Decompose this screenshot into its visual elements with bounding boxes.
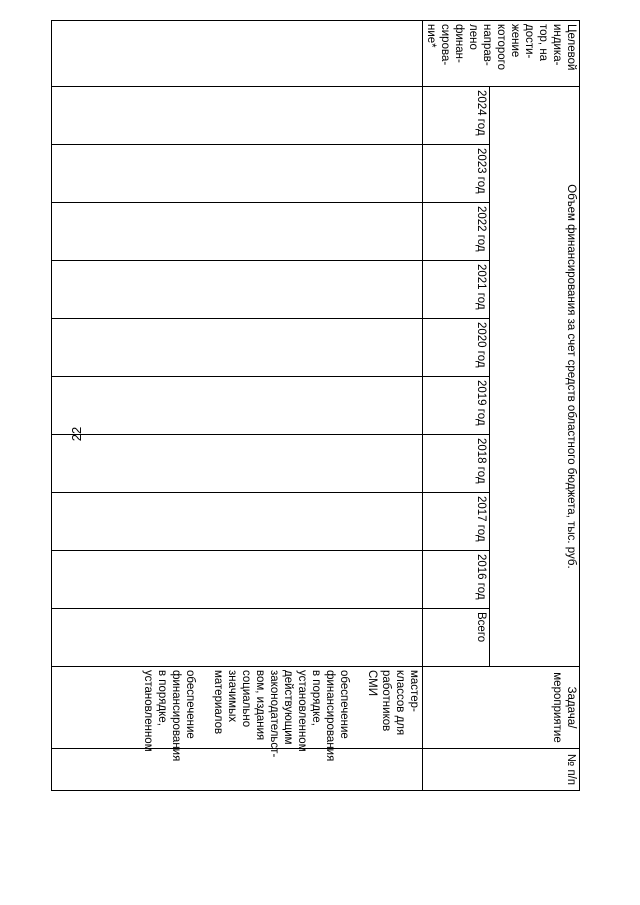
header-year-2019: 2019 год [423, 377, 490, 435]
measure-master-classes: мастер-классов для работников СМИ [366, 670, 420, 736]
rotated-table-wrapper [104, 20, 580, 790]
cell-2024-empty [52, 87, 423, 145]
header-year-2023: 2023 год [423, 145, 490, 203]
header-task-measure: Задача/ мероприятие [423, 667, 580, 749]
cell-2020-empty [52, 319, 423, 377]
header-target-indicator: Целевой индика-тор, на дости-жение которого направ-лено финан-сирова-ние* [423, 21, 580, 87]
financing-table [51, 20, 580, 791]
cell-2023-empty [52, 145, 423, 203]
cell-total-empty [52, 609, 423, 667]
header-year-2018: 2018 год [423, 435, 490, 493]
cell-number-empty [52, 749, 423, 791]
header-total: Всего [423, 609, 490, 667]
cell-2017-empty [52, 493, 423, 551]
cell-measures [52, 667, 423, 762]
header-year-2021: 2021 год [423, 261, 490, 319]
header-year-2020: 2020 год [423, 319, 490, 377]
cell-2018-empty [52, 435, 423, 493]
measure-financing-publications: обеспечение финансирования в порядке, установленном действующим законодательст-вом, издания социально значимых материалов [212, 670, 350, 762]
header-year-2016: 2016 год [423, 551, 490, 609]
cell-2016-empty [52, 551, 423, 609]
page-number: 22 [69, 426, 84, 442]
cell-target-empty [52, 21, 423, 87]
header-year-2022: 2022 год [423, 203, 490, 261]
cell-2019-empty [52, 377, 423, 435]
cell-2022-empty [52, 203, 423, 261]
measure-financing-continued: обеспечение финансирования в порядке, установленном [142, 670, 196, 762]
header-item-number: № п/п [423, 749, 580, 791]
cell-2021-empty [52, 261, 423, 319]
header-financing-volume: Объем финансирования за счет средств областного бюджета, тыс. руб. [489, 87, 579, 667]
header-year-2017: 2017 год [423, 493, 490, 551]
header-year-2024: 2024 год [423, 87, 490, 145]
